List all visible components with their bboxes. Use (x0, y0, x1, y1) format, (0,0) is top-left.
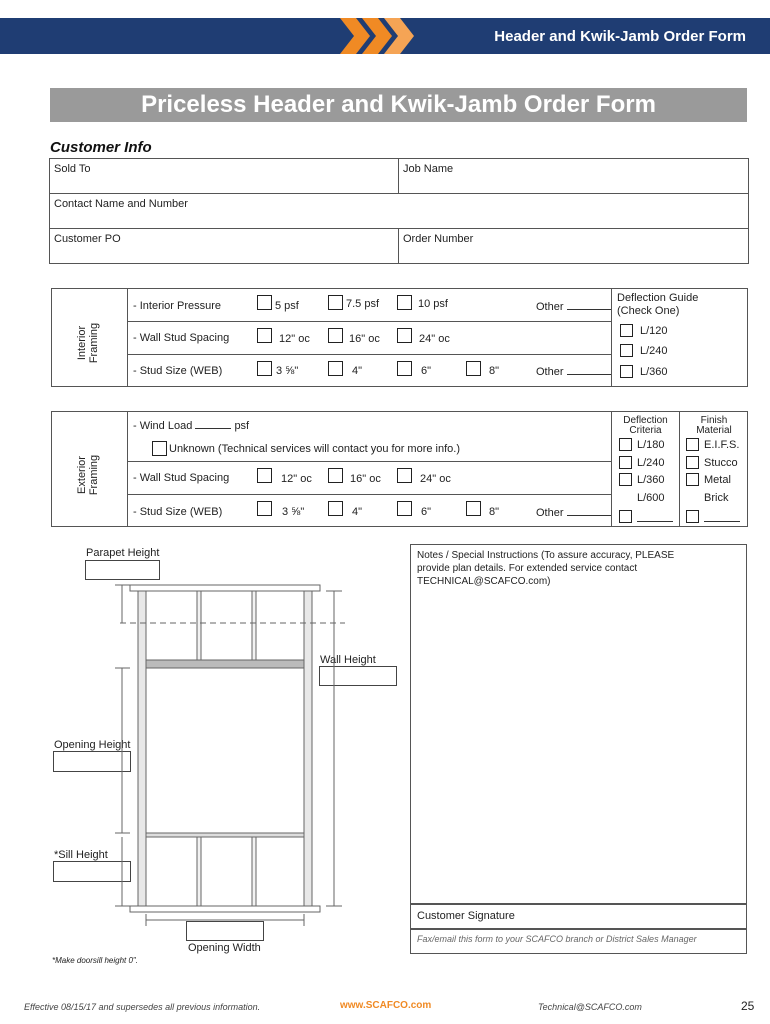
wall-framing-diagram (100, 580, 350, 940)
checkbox-ext-3-5-8[interactable] (257, 501, 272, 516)
checkbox-ext-l360[interactable] (619, 473, 632, 486)
interior-spacing-label: - Wall Stud Spacing (133, 332, 230, 344)
exterior-size-other[interactable]: Other (536, 506, 611, 519)
job-name-field[interactable]: Job Name (403, 163, 454, 175)
parapet-height-input[interactable] (85, 560, 160, 580)
technical-email[interactable]: Technical@SCAFCO.com (538, 1002, 642, 1012)
checkbox-int-8[interactable] (466, 361, 481, 376)
checkbox-ext-l240[interactable] (619, 456, 632, 469)
notes-text: Notes / Special Instructions (To assure accuracy, PLEASE provide plan details. For extended service contact TECHNICAL@SCAFCO.com) (417, 550, 675, 587)
notes-box[interactable] (410, 544, 747, 904)
checkbox-7-5psf[interactable] (328, 295, 343, 310)
customer-info-table (49, 158, 749, 264)
parapet-height-label: Parapet Height (86, 547, 160, 559)
checkbox-stucco[interactable] (686, 456, 699, 469)
exterior-framing-label: Exterior Framing (76, 454, 100, 496)
form-title: Priceless Header and Kwik-Jamb Order Form (50, 88, 747, 122)
interior-size-label: - Stud Size (WEB) (133, 365, 223, 377)
doorsill-note: *Make doorsill height 0". (52, 956, 138, 965)
wall-height-label: Wall Height (320, 654, 376, 666)
checkbox-int-3-5-8[interactable] (257, 361, 272, 376)
sold-to-field[interactable]: Sold To (54, 163, 91, 175)
interior-pressure-other[interactable]: Other (536, 300, 611, 313)
order-number-field[interactable]: Order Number (403, 233, 474, 245)
customer-signature-label: Customer Signature (417, 910, 515, 922)
checkbox-l180[interactable] (619, 438, 632, 451)
checkbox-ext-8[interactable] (466, 501, 481, 516)
checkbox-ext-6[interactable] (397, 501, 412, 516)
checkbox-ext-4[interactable] (328, 501, 343, 516)
interior-pressure-label: - Interior Pressure (133, 300, 222, 312)
checkbox-defl-other[interactable] (619, 510, 632, 523)
opening-width-label: Opening Width (188, 942, 261, 954)
customer-info-title: Customer Info (50, 139, 152, 156)
exterior-size-label: - Stud Size (WEB) (133, 506, 223, 518)
checkbox-int-12oc[interactable] (257, 328, 272, 343)
checkbox-eifs[interactable] (686, 438, 699, 451)
wind-load-field[interactable]: - Wind Load psf (133, 420, 250, 432)
checkbox-ext-12oc[interactable] (257, 468, 272, 483)
interior-size-other[interactable]: Other (536, 365, 611, 378)
customer-po-field[interactable]: Customer PO (54, 233, 121, 245)
contact-field[interactable]: Contact Name and Number (54, 198, 188, 210)
checkbox-int-24oc[interactable] (397, 328, 412, 343)
checkbox-10psf[interactable] (397, 295, 412, 310)
checkbox-ext-16oc[interactable] (328, 468, 343, 483)
checkbox-ext-24oc[interactable] (397, 468, 412, 483)
deflection-guide-title: Deflection Guide (Check One) (617, 292, 699, 317)
checkbox-l120[interactable] (620, 324, 633, 337)
checkbox-int-6[interactable] (397, 361, 412, 376)
interior-framing-label: Interior Framing (76, 322, 100, 364)
sill-height-label: *Sill Height (54, 849, 108, 861)
checkbox-l360[interactable] (620, 365, 633, 378)
exterior-spacing-label: - Wall Stud Spacing (133, 472, 230, 484)
effective-date: Effective 08/15/17 and supersedes all previous information. (24, 1002, 261, 1012)
top-banner (0, 18, 770, 54)
fax-instruction: Fax/email this form to your SCAFCO branch or District Sales Manager (417, 934, 697, 944)
opening-height-label: Opening Height (54, 739, 131, 751)
checkbox-unknown[interactable] (152, 441, 167, 456)
deflection-criteria-title: Deflection Criteria (623, 415, 668, 436)
page-number: 25 (741, 999, 755, 1013)
finish-material-title: Finish Material (696, 415, 732, 436)
checkbox-l240[interactable] (620, 344, 633, 357)
checkbox-5psf[interactable] (257, 295, 272, 310)
website-link[interactable]: www.SCAFCO.com (340, 1000, 432, 1011)
chevron-logo-icon (340, 18, 430, 54)
checkbox-metal[interactable] (686, 473, 699, 486)
checkbox-int-16oc[interactable] (328, 328, 343, 343)
checkbox-finish-other[interactable] (686, 510, 699, 523)
checkbox-int-4[interactable] (328, 361, 343, 376)
banner-title: Header and Kwik-Jamb Order Form (494, 28, 746, 45)
